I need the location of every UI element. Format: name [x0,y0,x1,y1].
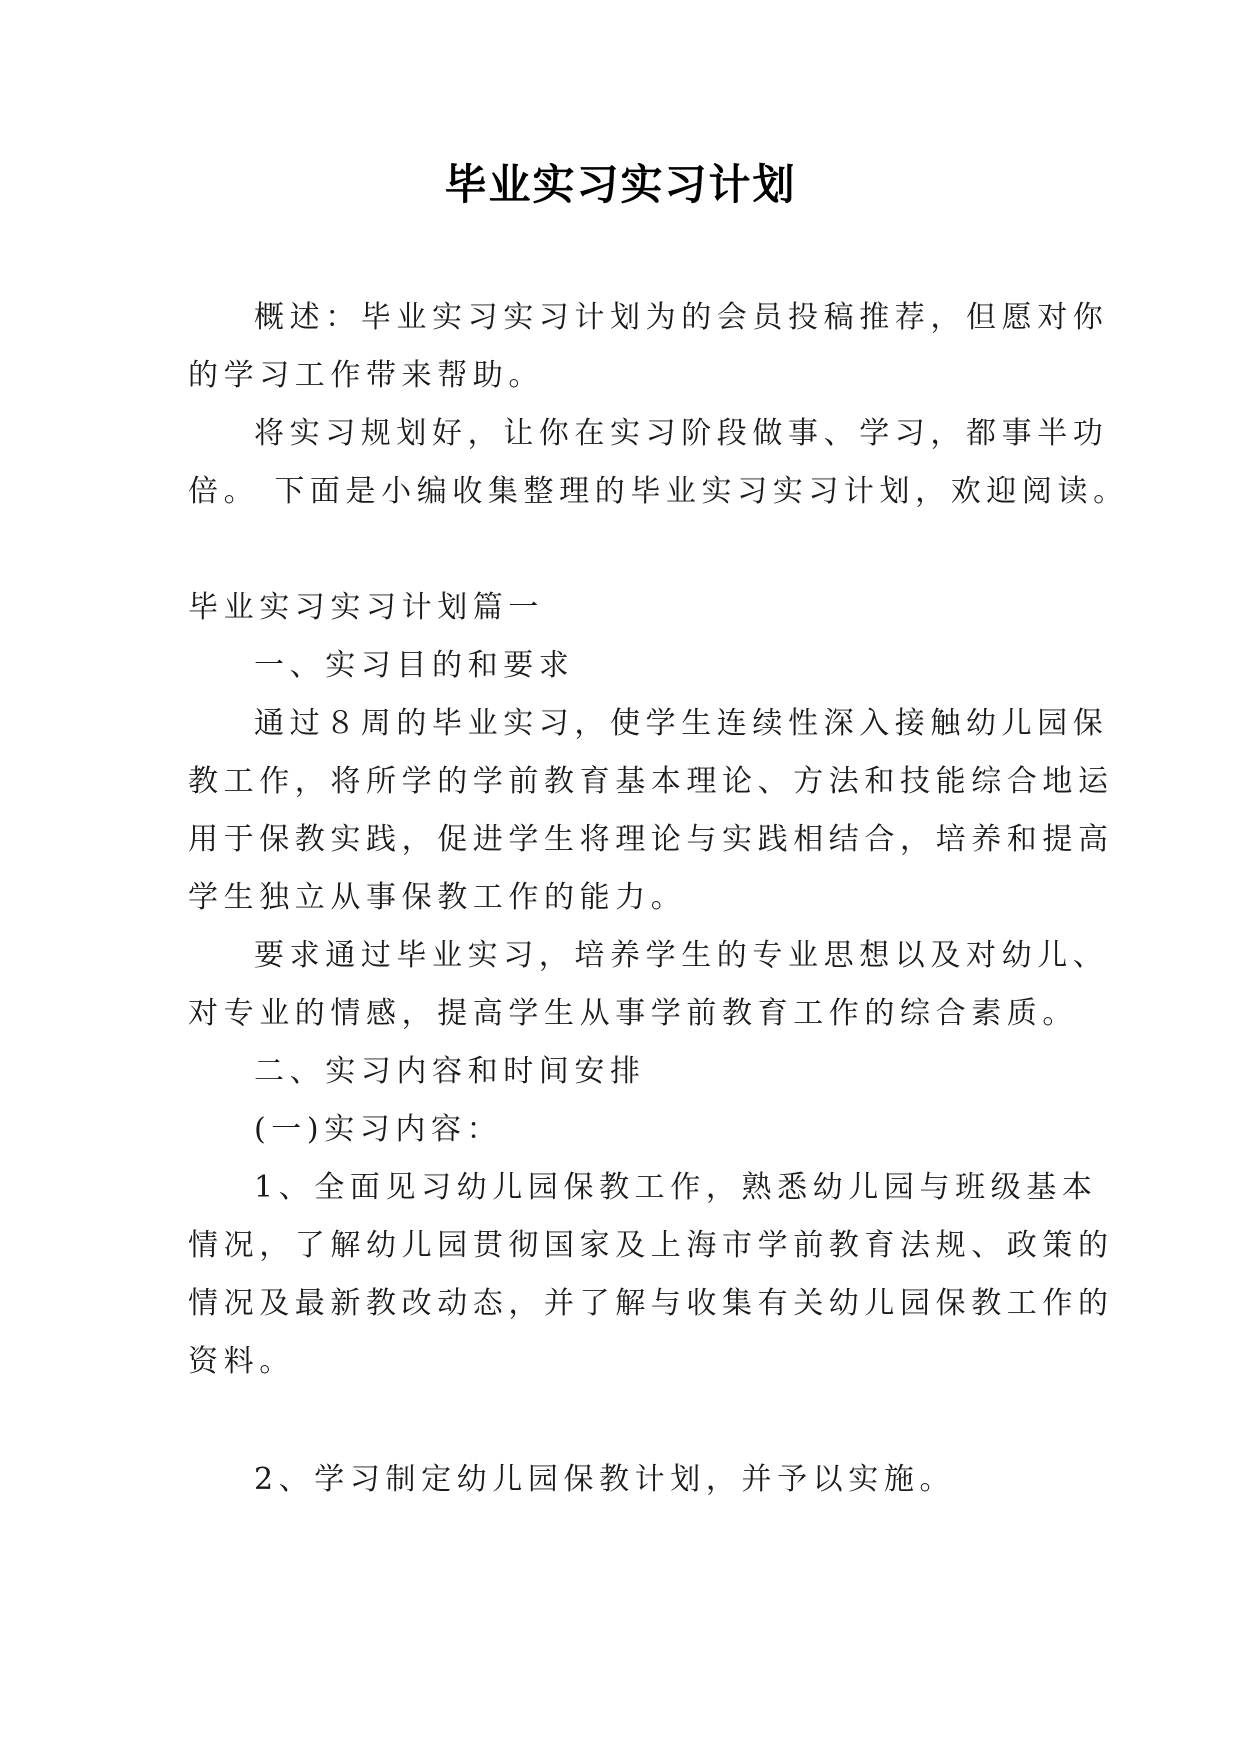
document-title: 毕业实习实习计划 [444,160,797,209]
paragraph-line: 情况，了解幼儿园贯彻国家及上海市学前教育法规、政策的 [188,1228,1114,1263]
paragraph-line: 2、学习制定幼儿园保教计划，并予以实施。 [254,1462,956,1497]
paragraph-line: 的学习工作带来帮助。 [188,358,544,393]
paragraph-line: 情况及最新教改动态，并了解与收集有关幼儿园保教工作的 [188,1286,1114,1321]
paragraph-line: 对专业的情感，提高学生从事学前教育工作的综合素质。 [188,996,1078,1031]
paragraph-line: 用于保教实践，促进学生将理论与实践相结合，培养和提高 [188,822,1114,857]
paragraph-line: 一、实习目的和要求 [254,648,575,683]
paragraph-line: 倍。 下面是小编收集整理的毕业实习实习计划，欢迎阅读。 [188,474,1129,509]
paragraph-line: 学生独立从事保教工作的能力。 [188,880,687,915]
section-heading: 毕业实习实习计划篇一 [188,590,544,625]
paragraph-line: 要求通过毕业实习，培养学生的专业思想以及对幼儿、 [254,938,1109,973]
paragraph-line: 二、实习内容和时间安排 [254,1054,646,1089]
paragraph-line: 教工作，将所学的学前教育基本理论、方法和技能综合地运 [188,764,1114,799]
paragraph-line: 概述：毕业实习实习计划为的会员投稿推荐，但愿对你 [254,300,1109,335]
paragraph-line: (一)实习内容： [254,1112,503,1147]
paragraph-line: 通过８周的毕业实习，使学生连续性深入接触幼儿园保 [254,706,1109,741]
paragraph-line: 将实习规划好，让你在实习阶段做事、学习，都事半功 [254,416,1109,451]
paragraph-line: 资料。 [188,1344,295,1379]
paragraph-line: 1、全面见习幼儿园保教工作，熟悉幼儿园与班级基本 [254,1170,1098,1205]
